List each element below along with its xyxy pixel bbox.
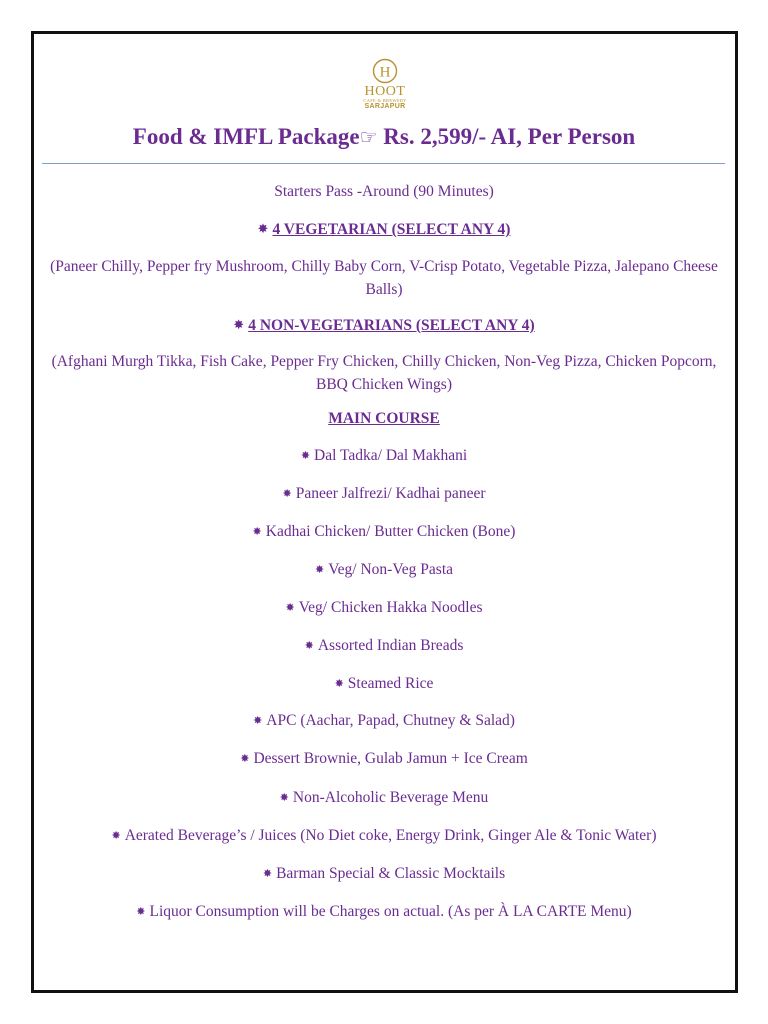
star-bullet-icon: ✸ [282,487,292,500]
star-bullet-icon: ✸ [252,525,262,538]
main-course-heading: MAIN COURSE [328,410,440,427]
veg-items: (Paneer Chilly, Pepper fry Mushroom, Chilly Baby Corn, V-Crisp Potato, Vegetable Pizza, Jalepano Cheese Balls) [50,258,718,298]
main-course-item-text: Barman Special & Classic Mocktails [276,865,506,882]
logo-location: SARJAPUR [364,103,406,110]
logo-letter: H [379,64,391,81]
main-course-item [40,596,728,620]
main-course-item-text: Kadhai Chicken/ Butter Chicken (Bone) [265,523,516,540]
logo-name: HOOT [364,84,406,99]
main-course-item-text: Non-Alcoholic Beverage Menu [292,789,489,806]
pointing-hand-icon: ☞ [359,125,378,149]
main-course-item-text: Dessert Brownie, Gulab Jamun + Ice Cream [253,750,528,767]
star-bullet-icon: ✸ [300,449,311,462]
star-bullet-icon: ✸ [285,601,295,614]
main-course-item-text: Dal Tadka/ Dal Makhani [314,447,468,464]
main-course-item-text: Veg/ Non-Veg Pasta [328,561,454,578]
star-bullet-icon: ✸ [136,905,146,918]
star-bullet-icon: ✸ [111,829,121,842]
star-bullet-icon: ✸ [304,639,314,652]
veg-heading-text: 4 VEGETARIAN (SELECT ANY 4) [272,221,511,238]
star-bullet-icon: ✸ [240,752,250,765]
star-bullet-icon: ✸ [314,563,325,576]
main-course-item [40,824,728,848]
main-course-item [40,482,728,506]
title-divider [42,163,725,164]
star-bullet-icon: ✸ [233,318,245,333]
main-course-item-text: Liquor Consumption will be Charges on actual. (As per À LA CARTE Menu) [149,903,632,920]
title-price: Rs. 2,599/- AI, Per Person [377,124,636,149]
logo-emblem-icon [372,58,398,84]
main-course-item-text: Steamed Rice [347,675,434,692]
page-frame [31,31,738,993]
main-course-item-text: APC (Aachar, Papad, Chutney & Salad) [266,712,515,729]
main-course-item-text: Aerated Beverage’s / Juices (No Diet coke, Energy Drink, Ginger Ale & Tonic Water) [124,827,657,844]
main-course-item-text: Veg/ Chicken Hakka Noodles [298,599,483,616]
logo-tagline: CAFE & BREWERY [363,98,407,103]
main-course-item [40,520,728,544]
main-course-item [40,747,728,771]
main-course-item-text: Assorted Indian Breads [317,637,464,654]
main-course-item [40,786,728,810]
main-course-item [40,558,728,582]
main-course-item [40,900,728,924]
star-bullet-icon: ✸ [279,791,289,804]
title-text: Food & IMFL Package [132,124,360,149]
nonveg-heading-text: 4 NON-VEGETARIANS (SELECT ANY 4) [248,317,535,334]
main-course-item [40,862,728,886]
nonveg-items: (Afghani Murgh Tikka, Fish Cake, Pepper Fry Chicken, Chilly Chicken, Non-Veg Pizza, Chicken Popcorn, BBQ Chicken Wings) [51,353,717,393]
star-bullet-icon: ✸ [257,222,269,237]
nonveg-heading [40,314,728,338]
star-bullet-icon: ✸ [262,867,273,880]
main-course-item [40,709,728,733]
main-course-item [40,444,728,468]
veg-heading [40,218,728,242]
main-course-item [40,634,728,658]
main-course-item [40,672,728,696]
main-course-item-text: Paneer Jalfrezi/ Kadhai paneer [295,485,486,502]
starters-note: Starters Pass -Around (90 Minutes) [274,183,494,200]
page-title [40,124,728,150]
star-bullet-icon: ✸ [253,714,263,727]
star-bullet-icon: ✸ [334,677,344,690]
hoot-logo [360,58,410,120]
